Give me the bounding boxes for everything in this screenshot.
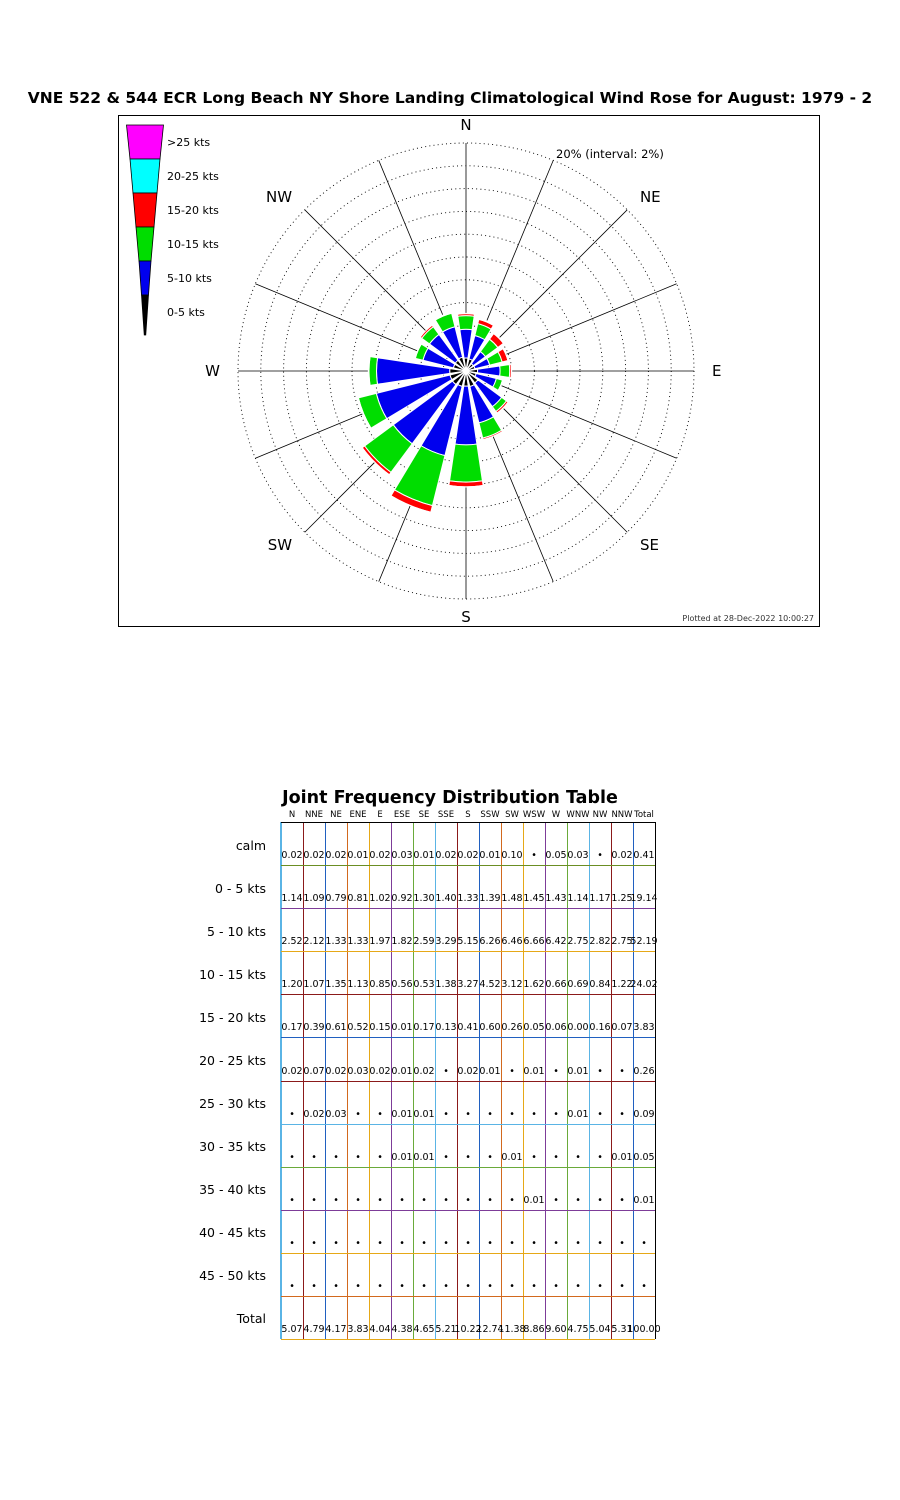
grid-hline bbox=[281, 1339, 655, 1340]
table-cell: 0.05 bbox=[523, 1022, 545, 1034]
table-cell: 100.00 bbox=[627, 1324, 661, 1335]
table-cell: 0.01 bbox=[347, 850, 369, 862]
table-cell: • bbox=[377, 1108, 383, 1120]
table-cell: 1.82 bbox=[391, 936, 413, 948]
table-cell: 2.75 bbox=[567, 936, 589, 948]
col-header-ESE: ESE bbox=[393, 810, 411, 820]
table-cell: • bbox=[465, 1151, 471, 1163]
table-cell: 1.40 bbox=[435, 893, 457, 905]
table-cell: • bbox=[399, 1280, 405, 1292]
petal-N-10-15kts bbox=[458, 316, 474, 330]
table-cell: • bbox=[641, 1237, 647, 1249]
table-cell: 0.07 bbox=[611, 1022, 633, 1034]
table-cell: 4.04 bbox=[369, 1324, 391, 1335]
table-cell: 1.33 bbox=[457, 893, 479, 905]
grid-hline bbox=[281, 822, 655, 823]
table-cell: • bbox=[443, 1065, 449, 1077]
table-cell: 5.21 bbox=[435, 1324, 457, 1335]
legend-swatch-15-20-kts bbox=[133, 193, 157, 227]
table-cell: 1.20 bbox=[281, 979, 303, 991]
compass-label-W: W bbox=[205, 362, 220, 380]
table-cell: 0.02 bbox=[611, 850, 633, 862]
table-cell: 0.26 bbox=[633, 1065, 655, 1077]
table-cell: 2.52 bbox=[281, 936, 303, 948]
table-cell: 0.01 bbox=[391, 1108, 413, 1120]
col-header-S: S bbox=[465, 810, 471, 820]
table-cell: 1.22 bbox=[611, 979, 633, 991]
table-cell: • bbox=[355, 1194, 361, 1206]
wind-rose-plot bbox=[119, 116, 819, 626]
table-cell: 0.00 bbox=[567, 1022, 589, 1034]
table-cell: • bbox=[487, 1194, 493, 1206]
table-cell: 4.52 bbox=[479, 979, 501, 991]
table-cell: 52.19 bbox=[630, 936, 658, 948]
col-header-SW: SW bbox=[505, 810, 519, 820]
table-cell: 0.01 bbox=[523, 1194, 545, 1206]
table-cell: • bbox=[553, 1194, 559, 1206]
table-cell: 0.41 bbox=[633, 850, 655, 862]
page-title: VNE 522 & 544 ECR Long Beach NY Shore Landing Climatological Wind Rose for August: 1979 - 2 bbox=[27, 89, 873, 107]
wind-rose-panel bbox=[118, 115, 820, 627]
table-cell: 0.02 bbox=[435, 850, 457, 862]
table-cell: 1.02 bbox=[369, 893, 391, 905]
table-cell: 19.14 bbox=[630, 893, 658, 905]
jfd-table-section bbox=[0, 780, 900, 1380]
legend-swatch--25-kts bbox=[127, 125, 164, 159]
table-cell: • bbox=[509, 1194, 515, 1206]
table-cell: • bbox=[333, 1280, 339, 1292]
row-label-15-20-kts: 15 - 20 kts bbox=[199, 1009, 266, 1025]
table-cell: • bbox=[465, 1280, 471, 1292]
petal-S-10-15kts bbox=[450, 444, 483, 482]
table-cell: 0.09 bbox=[633, 1108, 655, 1120]
grid-hline bbox=[281, 1210, 655, 1211]
legend-label-20-25-kts: 20-25 kts bbox=[167, 170, 219, 183]
table-cell: 1.33 bbox=[347, 936, 369, 948]
table-cell: 0.05 bbox=[633, 1151, 655, 1163]
grid-hline bbox=[281, 1167, 655, 1168]
table-cell: • bbox=[465, 1237, 471, 1249]
table-cell: 0.01 bbox=[567, 1108, 589, 1120]
petal-E-10-15kts bbox=[500, 365, 510, 378]
table-cell: 0.02 bbox=[369, 1065, 391, 1077]
table-cell: 0.01 bbox=[391, 1065, 413, 1077]
col-header-WSW: WSW bbox=[522, 810, 546, 820]
table-cell: • bbox=[399, 1237, 405, 1249]
table-cell: 0.01 bbox=[479, 1065, 501, 1077]
table-cell: 4.17 bbox=[325, 1324, 347, 1335]
table-cell: • bbox=[553, 1151, 559, 1163]
table-cell: • bbox=[597, 1280, 603, 1292]
table-cell: • bbox=[333, 1237, 339, 1249]
table-cell: • bbox=[355, 1280, 361, 1292]
table-cell: • bbox=[311, 1280, 317, 1292]
table-cell: 2.12 bbox=[303, 936, 325, 948]
table-cell: • bbox=[487, 1237, 493, 1249]
table-cell: 0.02 bbox=[281, 850, 303, 862]
table-cell: 24.02 bbox=[630, 979, 658, 991]
table-cell: • bbox=[509, 1237, 515, 1249]
table-cell: 0.84 bbox=[589, 979, 611, 991]
table-cell: • bbox=[553, 1237, 559, 1249]
table-cell: 0.41 bbox=[457, 1022, 479, 1034]
table-cell: 6.42 bbox=[545, 936, 567, 948]
table-cell: 0.15 bbox=[369, 1022, 391, 1034]
grid-hline bbox=[281, 865, 655, 866]
legend-swatch-0-5-kts bbox=[142, 295, 149, 335]
table-cell: 1.62 bbox=[523, 979, 545, 991]
table-cell: • bbox=[597, 1151, 603, 1163]
table-cell: • bbox=[421, 1280, 427, 1292]
grid-hline bbox=[281, 994, 655, 995]
table-cell: 1.14 bbox=[281, 893, 303, 905]
petal-E-20-25kts bbox=[511, 364, 512, 378]
table-cell: 0.02 bbox=[413, 1065, 435, 1077]
scale-annotation: 20% (interval: 2%) bbox=[556, 147, 664, 161]
table-cell: 0.03 bbox=[325, 1108, 347, 1120]
table-cell: • bbox=[465, 1194, 471, 1206]
table-cell: • bbox=[333, 1151, 339, 1163]
table-cell: 8.86 bbox=[523, 1324, 545, 1335]
table-cell: 6.26 bbox=[479, 936, 501, 948]
table-cell: • bbox=[443, 1237, 449, 1249]
table-cell: • bbox=[355, 1151, 361, 1163]
table-cell: 0.02 bbox=[303, 850, 325, 862]
plotted-at-label: Plotted at 28-Dec-2022 10:00:27 bbox=[682, 614, 814, 623]
table-cell: • bbox=[311, 1194, 317, 1206]
table-cell: 0.52 bbox=[347, 1022, 369, 1034]
table-cell: • bbox=[465, 1108, 471, 1120]
table-cell: • bbox=[531, 1280, 537, 1292]
table-cell: 0.60 bbox=[479, 1022, 501, 1034]
table-cell: • bbox=[487, 1280, 493, 1292]
col-header-SSW: SSW bbox=[480, 810, 500, 820]
table-cell: • bbox=[597, 1194, 603, 1206]
table-cell: 0.01 bbox=[413, 1151, 435, 1163]
row-label-5-10-kts: 5 - 10 kts bbox=[207, 923, 266, 939]
table-cell: 6.66 bbox=[523, 936, 545, 948]
table-cell: • bbox=[619, 1237, 625, 1249]
table-cell: • bbox=[575, 1280, 581, 1292]
table-cell: • bbox=[289, 1194, 295, 1206]
row-label-25-30-kts: 25 - 30 kts bbox=[199, 1096, 266, 1112]
compass-label-NW: NW bbox=[265, 188, 293, 207]
grid-hline bbox=[281, 1037, 655, 1038]
table-cell: 0.01 bbox=[413, 1108, 435, 1120]
table-cell: • bbox=[597, 1065, 603, 1077]
table-cell: • bbox=[597, 1108, 603, 1120]
table-cell: • bbox=[333, 1194, 339, 1206]
legend-label-15-20-kts: 15-20 kts bbox=[167, 204, 219, 217]
table-cell: 1.07 bbox=[303, 979, 325, 991]
table-cell: 0.01 bbox=[391, 1022, 413, 1034]
table-cell: • bbox=[531, 1151, 537, 1163]
table-cell: • bbox=[553, 1108, 559, 1120]
table-cell: 0.01 bbox=[611, 1151, 633, 1163]
table-cell: • bbox=[443, 1280, 449, 1292]
table-cell: 0.06 bbox=[545, 1022, 567, 1034]
compass-label-SE: SE bbox=[639, 535, 659, 554]
table-cell: 0.01 bbox=[633, 1194, 655, 1206]
col-header-NE: NE bbox=[330, 810, 342, 820]
table-cell: 5.31 bbox=[611, 1324, 633, 1335]
table-cell: 0.03 bbox=[347, 1065, 369, 1077]
table-cell: 0.16 bbox=[589, 1022, 611, 1034]
table-cell: 0.17 bbox=[281, 1022, 303, 1034]
table-cell: 1.17 bbox=[589, 893, 611, 905]
table-cell: • bbox=[443, 1194, 449, 1206]
table-cell: 0.66 bbox=[545, 979, 567, 991]
table-cell: 3.83 bbox=[347, 1324, 369, 1335]
table-cell: 0.01 bbox=[567, 1065, 589, 1077]
legend-label-5-10-kts: 5-10 kts bbox=[167, 272, 212, 285]
table-cell: 5.04 bbox=[589, 1324, 611, 1335]
table-title: Joint Frequency Distribution Table bbox=[282, 788, 618, 808]
table-cell: • bbox=[487, 1108, 493, 1120]
table-cell: • bbox=[487, 1151, 493, 1163]
col-header-ENE: ENE bbox=[349, 810, 367, 820]
table-cell: • bbox=[531, 1237, 537, 1249]
table-cell: • bbox=[619, 1108, 625, 1120]
table-cell: • bbox=[443, 1108, 449, 1120]
table-cell: 1.09 bbox=[303, 893, 325, 905]
table-cell: 0.02 bbox=[303, 1108, 325, 1120]
row-label-35-40-kts: 35 - 40 kts bbox=[199, 1182, 266, 1198]
col-header-NNW: NNW bbox=[611, 810, 633, 820]
legend-label-10-15-kts: 10-15 kts bbox=[167, 238, 219, 251]
table-cell: 1.48 bbox=[501, 893, 523, 905]
table-cell: 6.46 bbox=[501, 936, 523, 948]
table-cell: 0.56 bbox=[391, 979, 413, 991]
table-cell: 2.75 bbox=[611, 936, 633, 948]
table-cell: • bbox=[421, 1237, 427, 1249]
table-cell: • bbox=[531, 850, 537, 862]
table-cell: 0.79 bbox=[325, 893, 347, 905]
table-cell: • bbox=[553, 1065, 559, 1077]
table-cell: 0.02 bbox=[369, 850, 391, 862]
row-label-10-15-kts: 10 - 15 kts bbox=[199, 966, 266, 982]
legend-swatch-20-25-kts bbox=[130, 159, 160, 193]
table-cell: 3.27 bbox=[457, 979, 479, 991]
row-label-30-35-kts: 30 - 35 kts bbox=[199, 1139, 266, 1155]
table-cell: 2.82 bbox=[589, 936, 611, 948]
legend-swatch-5-10-kts bbox=[139, 261, 151, 295]
table-cell: 0.92 bbox=[391, 893, 413, 905]
table-cell: • bbox=[289, 1151, 295, 1163]
compass-label-S: S bbox=[461, 608, 471, 626]
col-header-E: E bbox=[377, 810, 383, 820]
table-cell: 0.05 bbox=[545, 850, 567, 862]
table-cell: • bbox=[531, 1108, 537, 1120]
table-cell: • bbox=[311, 1237, 317, 1249]
table-cell: • bbox=[377, 1151, 383, 1163]
table-cell: 0.01 bbox=[391, 1151, 413, 1163]
table-cell: 0.02 bbox=[281, 1065, 303, 1077]
table-cell: 3.12 bbox=[501, 979, 523, 991]
row-label-20-25-kts: 20 - 25 kts bbox=[199, 1052, 266, 1068]
col-header-NW: NW bbox=[592, 810, 608, 820]
table-cell: 0.69 bbox=[567, 979, 589, 991]
table-cell: • bbox=[509, 1108, 515, 1120]
table-cell: • bbox=[597, 850, 603, 862]
compass-label-E: E bbox=[712, 362, 722, 380]
grid-hline bbox=[281, 1081, 655, 1082]
table-cell: • bbox=[311, 1151, 317, 1163]
table-cell: 0.02 bbox=[457, 850, 479, 862]
table-cell: 2.59 bbox=[413, 936, 435, 948]
table-cell: 0.02 bbox=[457, 1065, 479, 1077]
table-cell: • bbox=[377, 1280, 383, 1292]
table-cell: • bbox=[289, 1237, 295, 1249]
table-cell: 4.65 bbox=[413, 1324, 435, 1335]
table-cell: 0.13 bbox=[435, 1022, 457, 1034]
table-cell: 0.03 bbox=[391, 850, 413, 862]
table-cell: 5.15 bbox=[457, 936, 479, 948]
row-label-45-50-kts: 45 - 50 kts bbox=[199, 1268, 266, 1284]
table-cell: • bbox=[509, 1065, 515, 1077]
row-label-40-45-kts: 40 - 45 kts bbox=[199, 1225, 266, 1241]
table-cell: 0.02 bbox=[325, 850, 347, 862]
table-cell: • bbox=[377, 1194, 383, 1206]
petal-W-10-15kts bbox=[369, 357, 378, 386]
table-cell: • bbox=[619, 1194, 625, 1206]
legend-label--25-kts: >25 kts bbox=[167, 136, 211, 149]
compass-label-SW: SW bbox=[267, 535, 293, 554]
legend-label-0-5-kts: 0-5 kts bbox=[167, 306, 205, 319]
col-header-WNW: WNW bbox=[566, 810, 590, 820]
col-header-W: W bbox=[551, 810, 561, 820]
table-cell: 4.79 bbox=[303, 1324, 325, 1335]
table-cell: 1.25 bbox=[611, 893, 633, 905]
compass-label-N: N bbox=[460, 116, 472, 134]
compass-label-NE: NE bbox=[639, 188, 661, 207]
table-cell: 0.02 bbox=[325, 1065, 347, 1077]
table-cell: • bbox=[289, 1280, 295, 1292]
table-cell: 4.38 bbox=[391, 1324, 413, 1335]
table-cell: • bbox=[597, 1237, 603, 1249]
table-cell: 0.26 bbox=[501, 1022, 523, 1034]
table-cell: 1.39 bbox=[479, 893, 501, 905]
table-cell: • bbox=[553, 1280, 559, 1292]
table-cell: • bbox=[641, 1280, 647, 1292]
grid-hline bbox=[281, 908, 655, 909]
table-cell: 0.07 bbox=[303, 1065, 325, 1077]
legend-swatch-10-15-kts bbox=[136, 227, 154, 261]
table-cell: • bbox=[377, 1237, 383, 1249]
table-cell: 1.30 bbox=[413, 893, 435, 905]
col-header-NNE: NNE bbox=[304, 810, 324, 820]
table-cell: 0.81 bbox=[347, 893, 369, 905]
table-cell: 0.01 bbox=[501, 1151, 523, 1163]
table-cell: 0.39 bbox=[303, 1022, 325, 1034]
table-cell: 1.43 bbox=[545, 893, 567, 905]
table-cell: 0.01 bbox=[523, 1065, 545, 1077]
col-header-SE: SE bbox=[418, 810, 430, 820]
table-cell: • bbox=[355, 1237, 361, 1249]
table-cell: 5.07 bbox=[281, 1324, 303, 1335]
table-cell: 1.35 bbox=[325, 979, 347, 991]
col-header-SSE: SSE bbox=[437, 810, 455, 820]
col-header-Total: Total bbox=[634, 810, 654, 820]
row-label-0-5-kts: 0 - 5 kts bbox=[215, 880, 266, 896]
row-label-Total: Total bbox=[236, 1311, 266, 1327]
table-cell: • bbox=[575, 1237, 581, 1249]
table-cell: • bbox=[443, 1151, 449, 1163]
jfd-table bbox=[0, 780, 900, 1380]
table-cell: 1.13 bbox=[347, 979, 369, 991]
grid-hline bbox=[281, 1253, 655, 1254]
table-cell: • bbox=[619, 1280, 625, 1292]
table-cell: 0.01 bbox=[413, 850, 435, 862]
table-cell: • bbox=[619, 1065, 625, 1077]
table-cell: 1.14 bbox=[567, 893, 589, 905]
table-cell: 1.45 bbox=[523, 893, 545, 905]
table-cell: • bbox=[575, 1151, 581, 1163]
row-label-calm: calm bbox=[235, 837, 266, 853]
table-cell: 10.22 bbox=[454, 1324, 482, 1335]
table-cell: • bbox=[575, 1194, 581, 1206]
table-cell: 1.33 bbox=[325, 936, 347, 948]
table-cell: 3.83 bbox=[633, 1022, 655, 1034]
table-cell: 0.10 bbox=[501, 850, 523, 862]
table-cell: • bbox=[421, 1194, 427, 1206]
table-cell: 0.53 bbox=[413, 979, 435, 991]
grid-hline bbox=[281, 951, 655, 952]
grid-hline bbox=[281, 1124, 655, 1125]
table-cell: • bbox=[289, 1108, 295, 1120]
table-cell: 0.85 bbox=[369, 979, 391, 991]
table-cell: 0.17 bbox=[413, 1022, 435, 1034]
table-cell: 12.74 bbox=[476, 1324, 504, 1335]
table-cell: 9.60 bbox=[545, 1324, 567, 1335]
table-cell: 1.97 bbox=[369, 936, 391, 948]
grid-hline bbox=[281, 1296, 655, 1297]
table-cell: 0.61 bbox=[325, 1022, 347, 1034]
table-cell: 0.01 bbox=[479, 850, 501, 862]
table-cell: 0.03 bbox=[567, 850, 589, 862]
table-cell: • bbox=[399, 1194, 405, 1206]
table-cell: • bbox=[355, 1108, 361, 1120]
col-header-N: N bbox=[288, 810, 296, 820]
table-cell: 11.38 bbox=[498, 1324, 526, 1335]
table-cell: 1.38 bbox=[435, 979, 457, 991]
table-cell: • bbox=[509, 1280, 515, 1292]
table-cell: 3.29 bbox=[435, 936, 457, 948]
table-cell: 4.75 bbox=[567, 1324, 589, 1335]
